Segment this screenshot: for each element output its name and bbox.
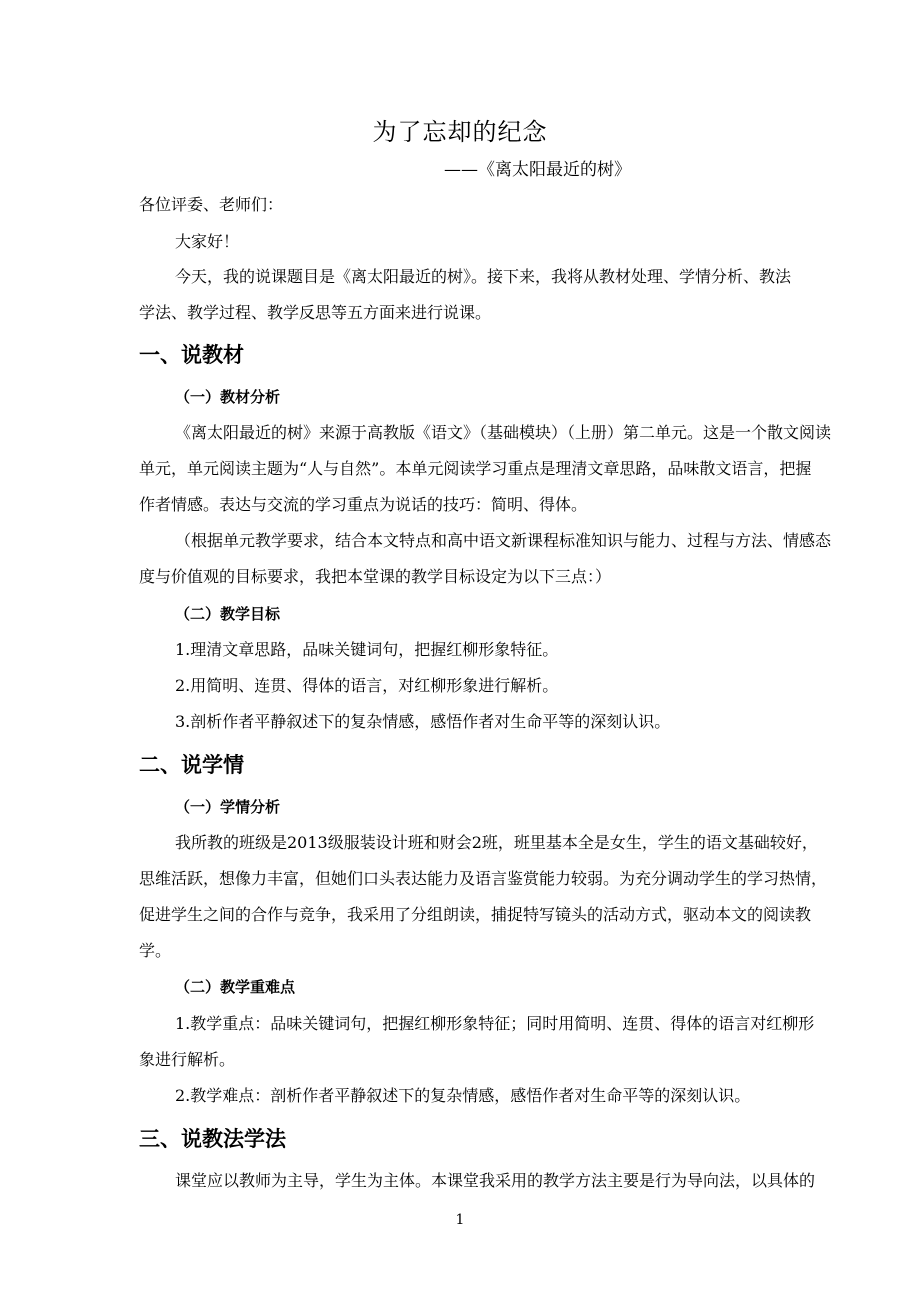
s1-para2-line-2: 度与价值观的目标要求，我把本堂课的教学目标设定为以下三点：） <box>139 567 612 586</box>
s2-para1-line-3: 促进学生之间的合作与竞争，我采用了分组朗读，捕捉特写镜头的活动方式，驱动本文的阅读教 <box>139 905 812 924</box>
subheading-2-1: （一）学情分析 <box>175 798 281 816</box>
s2-para1-line-2: 思维活跃，想像力丰富，但她们口头表达能力及语言鉴赏能力较弱。为充分调动学生的学习热情， <box>139 869 828 888</box>
s2-para1-line-1: 我所教的班级是2013级服装设计班和财会2班，班里基本全是女生，学生的语文基础较好， <box>175 833 818 852</box>
s3-para1-line-1: 课堂应以教师为主导，学生为主体。本课堂我采用的教学方法主要是行为导向法，以具体的 <box>175 1171 816 1190</box>
s1-para2-line-1: （根据单元教学要求，结合本文特点和高中语文新课程标准知识与能力、过程与方法、情感态 <box>175 531 832 550</box>
subheading-1-2: （二）教学目标 <box>175 605 281 623</box>
key-point-line-2: 象进行解析。 <box>139 1050 236 1069</box>
intro-line-1: 今天，我的说课题目是《离太阳最近的树》。接下来，我将从教材处理、学情分析、教法 <box>175 267 792 286</box>
goal-item: 2.用简明、连贯、得体的语言，对红柳形象进行解析。 <box>175 676 559 695</box>
difficult-point: 2.教学难点：剖析作者平静叙述下的复杂情感，感悟作者对生命平等的深刻认识。 <box>175 1086 751 1105</box>
page-number: 1 <box>455 1212 465 1228</box>
section-heading-1: 一、说教材 <box>139 343 244 367</box>
goal-item: 1.理清文章思路，品味关键词句，把握红柳形象特征。 <box>175 640 559 659</box>
subheading-1-1: （一）教材分析 <box>175 388 281 406</box>
key-point-line-1: 1.教学重点：品味关键词句，把握红柳形象特征；同时用简明、连贯、得体的语言对红柳形 <box>175 1014 815 1033</box>
section-heading-2: 二、说学情 <box>139 753 244 777</box>
goal-item: 3.剖析作者平静叙述下的复杂情感，感悟作者对生命平等的深刻认识。 <box>175 712 671 731</box>
document-subtitle: ——《离太阳最近的树》 <box>444 160 631 180</box>
document-title: 为了忘却的纪念 <box>372 118 548 146</box>
subheading-2-2: （二）教学重难点 <box>175 978 296 996</box>
s1-para1-line-2: 单元，单元阅读主题为“人与自然”。本单元阅读学习重点是理清文章思路，品味散文语言，把握 <box>139 459 812 478</box>
greeting: 各位评委、老师们： <box>139 195 284 214</box>
hello-line: 大家好！ <box>175 232 240 251</box>
s2-para1-line-4: 学。 <box>139 941 172 960</box>
intro-line-2: 学法、教学过程、教学反思等五方面来进行说课。 <box>139 303 492 322</box>
s1-para1-line-3: 作者情感。表达与交流的学习重点为说话的技巧：简明、得体。 <box>139 495 588 514</box>
section-heading-3: 三、说教法学法 <box>139 1127 286 1151</box>
s1-para1-line-1: 《离太阳最近的树》来源于高教版《语文》（基础模块）（上册）第二单元。这是一个散文阅读 <box>175 423 832 442</box>
